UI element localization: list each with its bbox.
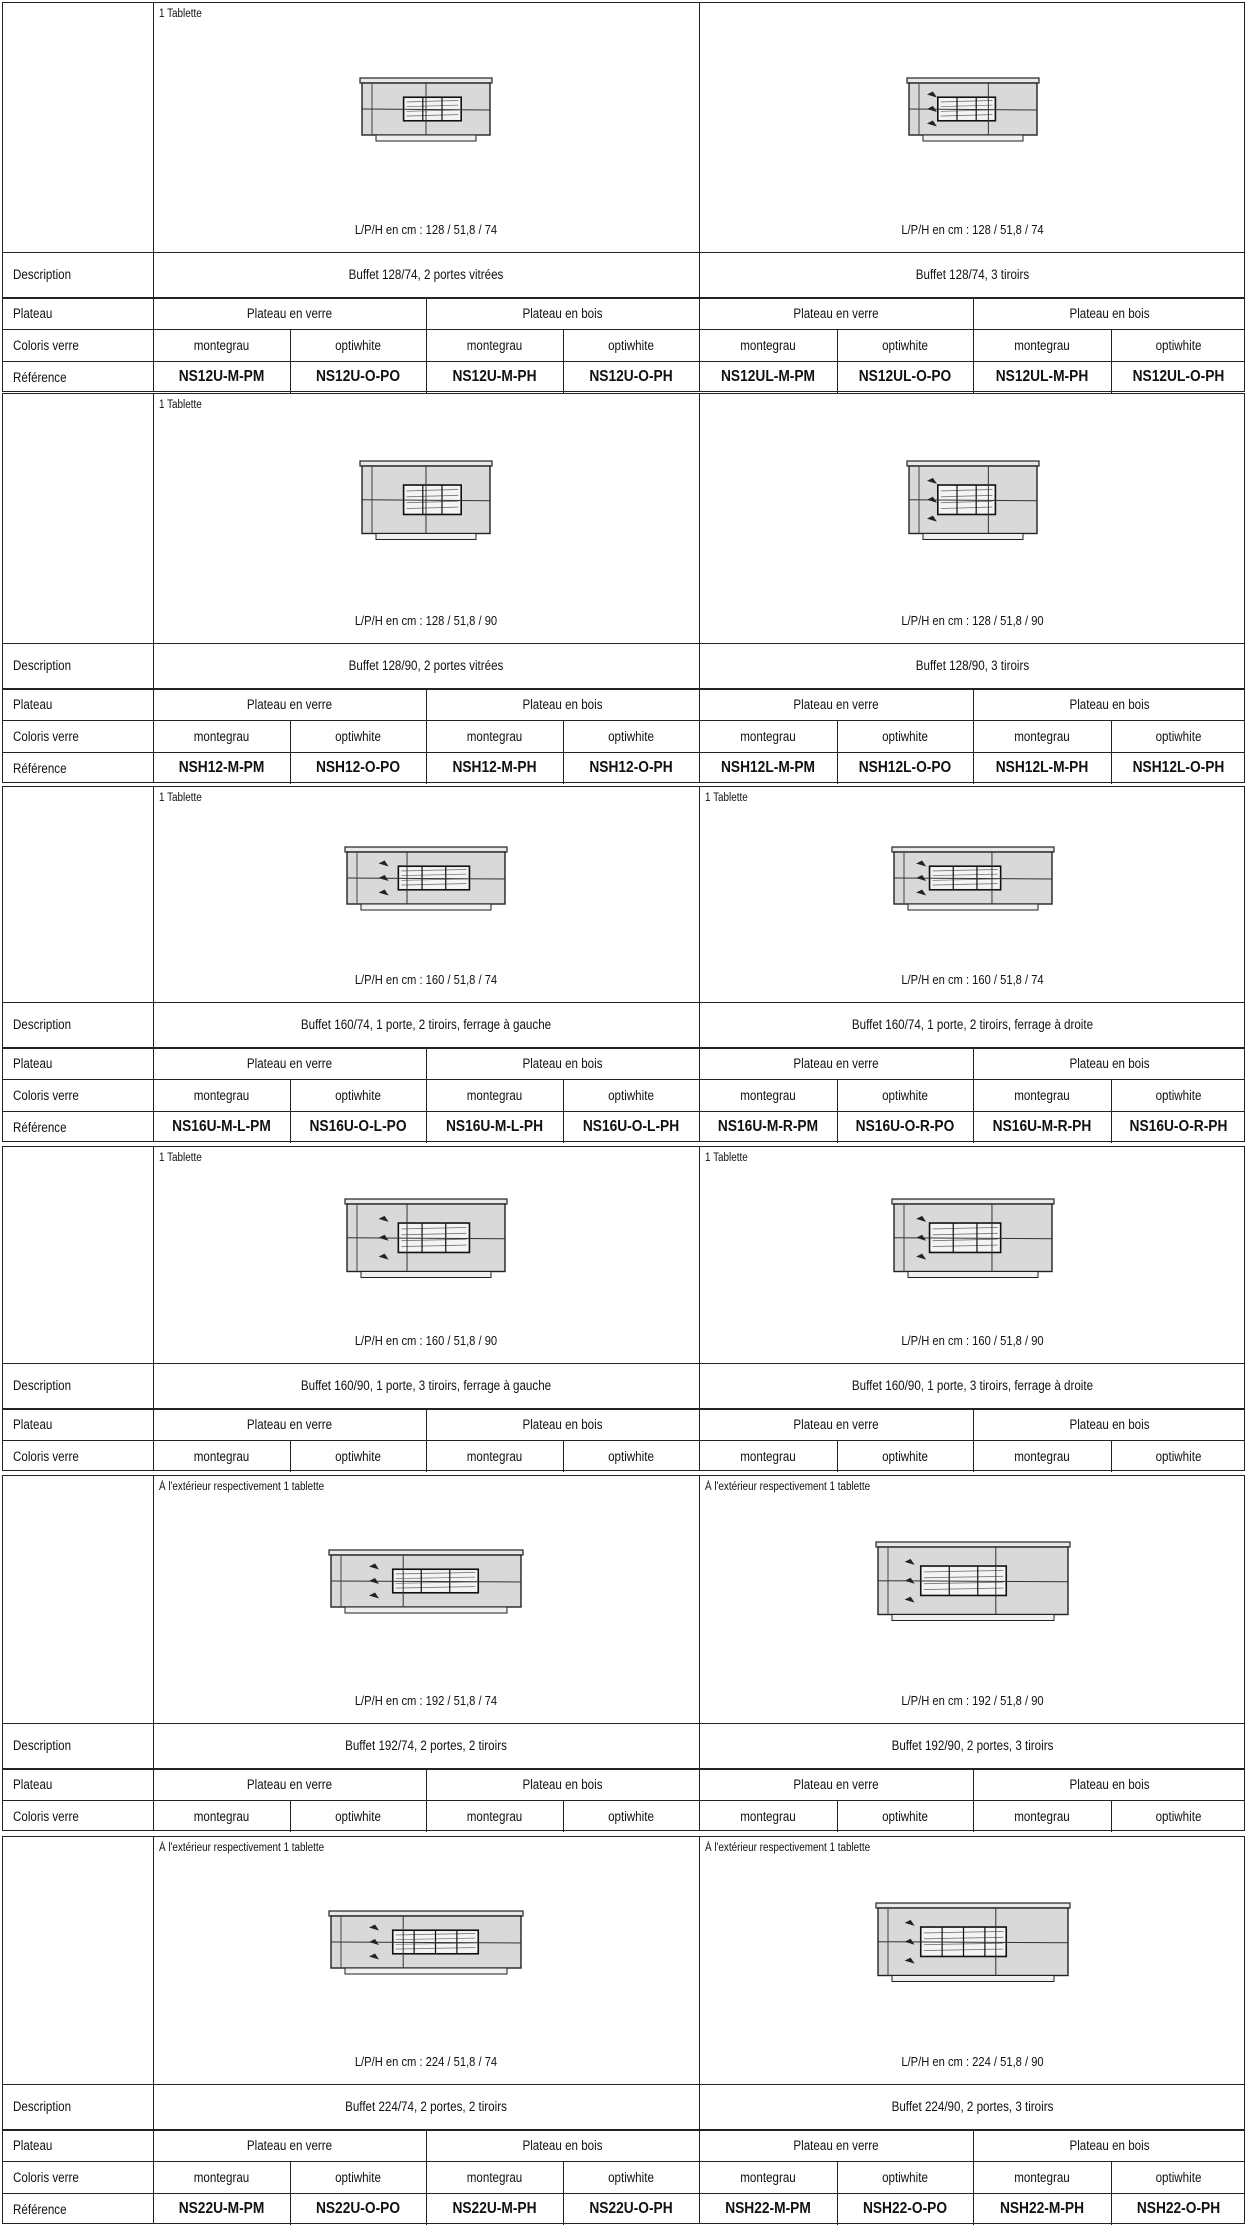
column-divider	[153, 787, 154, 1141]
product-block	[2, 2, 1245, 392]
glass-color: montegrau	[193, 337, 250, 353]
glass-color: montegrau	[740, 1808, 796, 1824]
dimensions-label: L/P/H en cm : 224 / 51,8 / 90	[901, 2054, 1044, 2069]
product-description: Buffet 224/74, 2 portes, 2 tiroirs	[345, 2099, 507, 2114]
glass-color: optiwhite	[608, 2169, 654, 2185]
color-divider	[837, 1079, 838, 1143]
color-divider	[837, 2161, 838, 2225]
product-block	[2, 1475, 1245, 1831]
row-label-description: Description	[13, 658, 72, 673]
row-label-reference: Référence	[13, 369, 67, 385]
column-divider	[153, 1837, 154, 2223]
product-reference: NS22U-O-PO	[315, 2200, 401, 2217]
plateau-option: Plateau en verre	[246, 1055, 333, 1071]
plateau-option: Plateau en verre	[793, 1776, 879, 1792]
glass-color: optiwhite	[335, 1448, 381, 1464]
plateau-option: Plateau en verre	[793, 1055, 879, 1071]
glass-color: optiwhite	[335, 2169, 381, 2185]
product-reference: NSH12-M-PH	[452, 759, 537, 776]
product-description: Buffet 192/74, 2 portes, 2 tiroirs	[345, 1738, 507, 1753]
plateau-option: Plateau en bois	[1069, 1416, 1150, 1432]
plateau-option: Plateau en bois	[522, 2137, 603, 2153]
product-description: Buffet 128/90, 3 tiroirs	[915, 658, 1030, 673]
cabinet-drawers-icon	[899, 72, 1047, 154]
product-reference: NS22U-M-PH	[452, 2200, 537, 2217]
shelf-note: 1 Tablette	[159, 399, 202, 411]
glass-color: optiwhite	[608, 1448, 654, 1464]
product-reference: NS12U-M-PH	[452, 368, 537, 385]
product-description: Buffet 224/90, 2 portes, 3 tiroirs	[891, 2099, 1054, 2114]
product-reference: NS16U-O-R-PO	[855, 1118, 955, 1135]
product-reference: NSH22-M-PM	[725, 2200, 811, 2217]
dimensions-label: L/P/H en cm : 160 / 51,8 / 90	[901, 1333, 1044, 1348]
row-label-reference: Référence	[13, 1119, 67, 1135]
color-divider	[837, 1440, 838, 1472]
row-label-coloris: Coloris verre	[13, 337, 79, 353]
color-divider	[290, 720, 291, 784]
plateau-divider	[426, 2129, 427, 2225]
plateau-option: Plateau en bois	[1069, 2137, 1150, 2153]
glass-color: optiwhite	[608, 1808, 654, 1824]
dimensions-label: L/P/H en cm : 160 / 51,8 / 90	[354, 1333, 498, 1348]
color-divider	[563, 720, 564, 784]
product-block	[2, 786, 1245, 1142]
plateau-option: Plateau en bois	[522, 1055, 603, 1071]
glass-color: optiwhite	[335, 1087, 381, 1103]
column-divider	[699, 394, 700, 782]
shelf-note: 1 Tablette	[705, 1152, 748, 1164]
plateau-option: Plateau en verre	[793, 305, 879, 321]
cabinet-doors-icon	[352, 72, 500, 154]
color-divider	[563, 1800, 564, 1832]
product-reference: NSH12L-M-PH	[995, 759, 1089, 776]
color-divider	[837, 1800, 838, 1832]
row-label-description: Description	[13, 267, 72, 282]
long-cabinet-icon	[868, 1897, 1078, 1995]
plateau-option: Plateau en bois	[522, 1416, 603, 1432]
product-description: Buffet 160/90, 1 porte, 3 tiroirs, ferrage à droite	[851, 1378, 1094, 1393]
glass-color: montegrau	[1014, 728, 1070, 744]
glass-color: montegrau	[193, 2169, 250, 2185]
color-divider	[1111, 1800, 1112, 1832]
glass-color: montegrau	[193, 1087, 250, 1103]
product-reference: NSH12L-O-PO	[858, 759, 952, 776]
column-divider	[699, 1837, 700, 2223]
column-divider	[699, 3, 700, 391]
color-divider	[290, 1440, 291, 1472]
product-reference: NS12U-O-PO	[315, 368, 401, 385]
glass-color: optiwhite	[335, 337, 381, 353]
plateau-option: Plateau en verre	[246, 2137, 333, 2153]
glass-color: montegrau	[193, 728, 250, 744]
plateau-option: Plateau en verre	[793, 2137, 879, 2153]
long-cabinet-icon	[321, 1905, 531, 1987]
product-reference: NSH22-M-PH	[999, 2200, 1085, 2217]
color-divider	[1111, 1440, 1112, 1472]
cabinet-door-drawers-icon	[884, 841, 1062, 923]
product-description: Buffet 160/74, 1 porte, 2 tiroirs, ferrage à droite	[851, 1017, 1094, 1032]
row-label-plateau: Plateau	[13, 1055, 53, 1071]
color-divider	[1111, 1079, 1112, 1143]
product-description: Buffet 128/74, 2 portes vitrées	[348, 267, 504, 282]
plateau-option: Plateau en bois	[1069, 1776, 1150, 1792]
shelf-note: À l'extérieur respectivement 1 tablette	[159, 1842, 325, 1854]
wide-cabinet-icon	[868, 1536, 1078, 1634]
row-label-plateau: Plateau	[13, 1416, 53, 1432]
plateau-divider	[426, 1047, 427, 1143]
column-divider	[699, 787, 700, 1141]
product-reference: NS22U-M-PM	[178, 2200, 265, 2217]
column-divider	[699, 1147, 700, 1470]
shelf-note: À l'extérieur respectivement 1 tablette	[705, 1481, 871, 1493]
plateau-divider	[426, 1768, 427, 1832]
row-label-coloris: Coloris verre	[13, 1448, 79, 1464]
plateau-option: Plateau en bois	[522, 305, 603, 321]
dimensions-label: L/P/H en cm : 128 / 51,8 / 90	[901, 613, 1044, 628]
product-block	[2, 1146, 1245, 1471]
glass-color: montegrau	[466, 2169, 523, 2185]
cabinet-drawers-icon	[899, 455, 1047, 553]
glass-color: montegrau	[1014, 1448, 1070, 1464]
glass-color: montegrau	[1014, 337, 1070, 353]
color-divider	[1111, 2161, 1112, 2225]
product-reference: NS16U-M-R-PM	[717, 1118, 819, 1135]
shelf-note: 1 Tablette	[159, 792, 202, 804]
product-reference: NS12U-O-PH	[589, 368, 673, 385]
glass-color: optiwhite	[335, 728, 381, 744]
product-block	[2, 393, 1245, 783]
glass-color: optiwhite	[608, 1087, 654, 1103]
plateau-option: Plateau en verre	[246, 1776, 333, 1792]
product-reference: NSH22-O-PH	[1136, 2200, 1221, 2217]
plateau-option: Plateau en bois	[522, 1776, 603, 1792]
glass-color: montegrau	[466, 1448, 523, 1464]
row-label-description: Description	[13, 1738, 72, 1753]
color-divider	[563, 329, 564, 393]
plateau-option: Plateau en verre	[246, 696, 333, 712]
color-divider	[290, 329, 291, 393]
glass-color: montegrau	[740, 728, 796, 744]
wide-cabinet-icon	[321, 1544, 531, 1626]
plateau-divider	[426, 297, 427, 393]
glass-color: montegrau	[740, 1448, 796, 1464]
color-divider	[290, 2161, 291, 2225]
column-divider	[153, 1476, 154, 1830]
dimensions-label: L/P/H en cm : 160 / 51,8 / 74	[354, 972, 498, 987]
dimensions-label: L/P/H en cm : 160 / 51,8 / 74	[901, 972, 1044, 987]
glass-color: montegrau	[193, 1808, 250, 1824]
plateau-divider	[426, 688, 427, 784]
product-description: Buffet 128/74, 3 tiroirs	[915, 267, 1030, 282]
row-label-description: Description	[13, 2099, 72, 2114]
product-reference: NS12UL-O-PH	[1132, 368, 1225, 385]
dimensions-label: L/P/H en cm : 192 / 51,8 / 74	[354, 1693, 498, 1708]
glass-color: montegrau	[1014, 2169, 1070, 2185]
row-label-reference: Référence	[13, 2201, 67, 2217]
plateau-option: Plateau en bois	[1069, 696, 1150, 712]
row-label-coloris: Coloris verre	[13, 1808, 79, 1824]
column-divider	[153, 3, 154, 391]
color-divider	[290, 1079, 291, 1143]
glass-color: montegrau	[1014, 1808, 1070, 1824]
glass-color: montegrau	[466, 337, 523, 353]
glass-color: montegrau	[466, 728, 523, 744]
glass-color: montegrau	[740, 2169, 796, 2185]
column-divider	[699, 1476, 700, 1830]
plateau-divider	[973, 688, 974, 784]
plateau-divider	[973, 1408, 974, 1472]
row-label-coloris: Coloris verre	[13, 1087, 79, 1103]
product-description: Buffet 160/74, 1 porte, 2 tiroirs, ferrage à gauche	[300, 1017, 552, 1032]
product-reference: NSH12L-O-PH	[1132, 759, 1225, 776]
dimensions-label: L/P/H en cm : 192 / 51,8 / 90	[901, 1693, 1044, 1708]
shelf-note: 1 Tablette	[159, 1152, 202, 1164]
dimensions-label: L/P/H en cm : 128 / 51,8 / 74	[354, 222, 498, 237]
product-reference: NS16U-O-R-PH	[1129, 1118, 1228, 1135]
glass-color: optiwhite	[882, 2169, 928, 2185]
plateau-option: Plateau en verre	[246, 305, 333, 321]
product-reference: NS12UL-M-PH	[995, 368, 1089, 385]
product-reference: NSH22-O-PO	[862, 2200, 948, 2217]
dimensions-label: L/P/H en cm : 128 / 51,8 / 90	[354, 613, 498, 628]
glass-color: optiwhite	[882, 1448, 928, 1464]
glass-color: optiwhite	[1155, 1808, 1202, 1824]
dimensions-label: L/P/H en cm : 224 / 51,8 / 74	[354, 2054, 498, 2069]
column-divider	[153, 394, 154, 782]
glass-color: optiwhite	[608, 337, 654, 353]
cabinet-door-drawers-icon	[884, 1193, 1062, 1291]
glass-color: optiwhite	[882, 1087, 928, 1103]
shelf-note: 1 Tablette	[705, 792, 748, 804]
row-label-plateau: Plateau	[13, 2137, 53, 2153]
product-reference: NSH12-O-PO	[315, 759, 401, 776]
glass-color: optiwhite	[882, 1808, 928, 1824]
cabinet-door-drawers-icon	[337, 1193, 515, 1291]
product-reference: NSH12-M-PM	[178, 759, 265, 776]
row-label-description: Description	[13, 1017, 72, 1032]
product-reference: NS12UL-O-PO	[858, 368, 952, 385]
plateau-option: Plateau en bois	[1069, 305, 1150, 321]
product-description: Buffet 160/90, 1 porte, 3 tiroirs, ferrage à gauche	[300, 1378, 552, 1393]
glass-color: montegrau	[740, 337, 796, 353]
glass-color: optiwhite	[882, 728, 928, 744]
product-description: Buffet 192/90, 2 portes, 3 tiroirs	[891, 1738, 1054, 1753]
color-divider	[837, 329, 838, 393]
product-block	[2, 1836, 1245, 2224]
plateau-divider	[426, 1408, 427, 1472]
cabinet-doors-icon	[352, 455, 500, 553]
row-label-coloris: Coloris verre	[13, 728, 79, 744]
cabinet-door-drawers-icon	[337, 841, 515, 923]
product-reference: NS16U-O-L-PO	[309, 1118, 407, 1135]
color-divider	[563, 1440, 564, 1472]
row-label-reference: Référence	[13, 760, 67, 776]
plateau-option: Plateau en bois	[522, 696, 603, 712]
plateau-divider	[973, 1768, 974, 1832]
glass-color: optiwhite	[608, 728, 654, 744]
plateau-option: Plateau en bois	[1069, 1055, 1150, 1071]
column-divider	[153, 1147, 154, 1470]
product-reference: NS12UL-M-PM	[720, 368, 816, 385]
shelf-note: 1 Tablette	[159, 8, 202, 20]
glass-color: montegrau	[466, 1087, 523, 1103]
plateau-divider	[973, 2129, 974, 2225]
color-divider	[563, 2161, 564, 2225]
product-description: Buffet 128/90, 2 portes vitrées	[348, 658, 504, 673]
glass-color: optiwhite	[335, 1808, 381, 1824]
glass-color: optiwhite	[882, 337, 928, 353]
color-divider	[837, 720, 838, 784]
color-divider	[563, 1079, 564, 1143]
row-label-plateau: Plateau	[13, 305, 53, 321]
glass-color: optiwhite	[1155, 2169, 1202, 2185]
glass-color: montegrau	[740, 1087, 796, 1103]
glass-color: montegrau	[193, 1448, 250, 1464]
dimensions-label: L/P/H en cm : 128 / 51,8 / 74	[901, 222, 1044, 237]
color-divider	[290, 1800, 291, 1832]
plateau-option: Plateau en verre	[793, 1416, 879, 1432]
plateau-divider	[973, 297, 974, 393]
glass-color: optiwhite	[1155, 337, 1202, 353]
color-divider	[1111, 329, 1112, 393]
row-label-plateau: Plateau	[13, 696, 53, 712]
product-reference: NS16U-M-L-PH	[445, 1118, 544, 1135]
product-reference: NS12U-M-PM	[178, 368, 265, 385]
glass-color: montegrau	[466, 1808, 523, 1824]
glass-color: optiwhite	[1155, 728, 1202, 744]
plateau-divider	[973, 1047, 974, 1143]
glass-color: optiwhite	[1155, 1087, 1202, 1103]
product-reference: NS16U-M-L-PM	[172, 1118, 271, 1135]
plateau-option: Plateau en verre	[246, 1416, 333, 1432]
glass-color: montegrau	[1014, 1087, 1070, 1103]
row-label-plateau: Plateau	[13, 1776, 53, 1792]
glass-color: optiwhite	[1155, 1448, 1202, 1464]
plateau-option: Plateau en verre	[793, 696, 879, 712]
product-reference: NS16U-M-R-PH	[992, 1118, 1092, 1135]
shelf-note: À l'extérieur respectivement 1 tablette	[159, 1481, 325, 1493]
product-reference: NS22U-O-PH	[589, 2200, 673, 2217]
shelf-note: À l'extérieur respectivement 1 tablette	[705, 1842, 871, 1854]
product-reference: NSH12L-M-PM	[720, 759, 816, 776]
product-reference: NS16U-O-L-PH	[582, 1118, 680, 1135]
product-reference: NSH12-O-PH	[589, 759, 673, 776]
row-label-coloris: Coloris verre	[13, 2169, 79, 2185]
color-divider	[1111, 720, 1112, 784]
row-label-description: Description	[13, 1378, 72, 1393]
